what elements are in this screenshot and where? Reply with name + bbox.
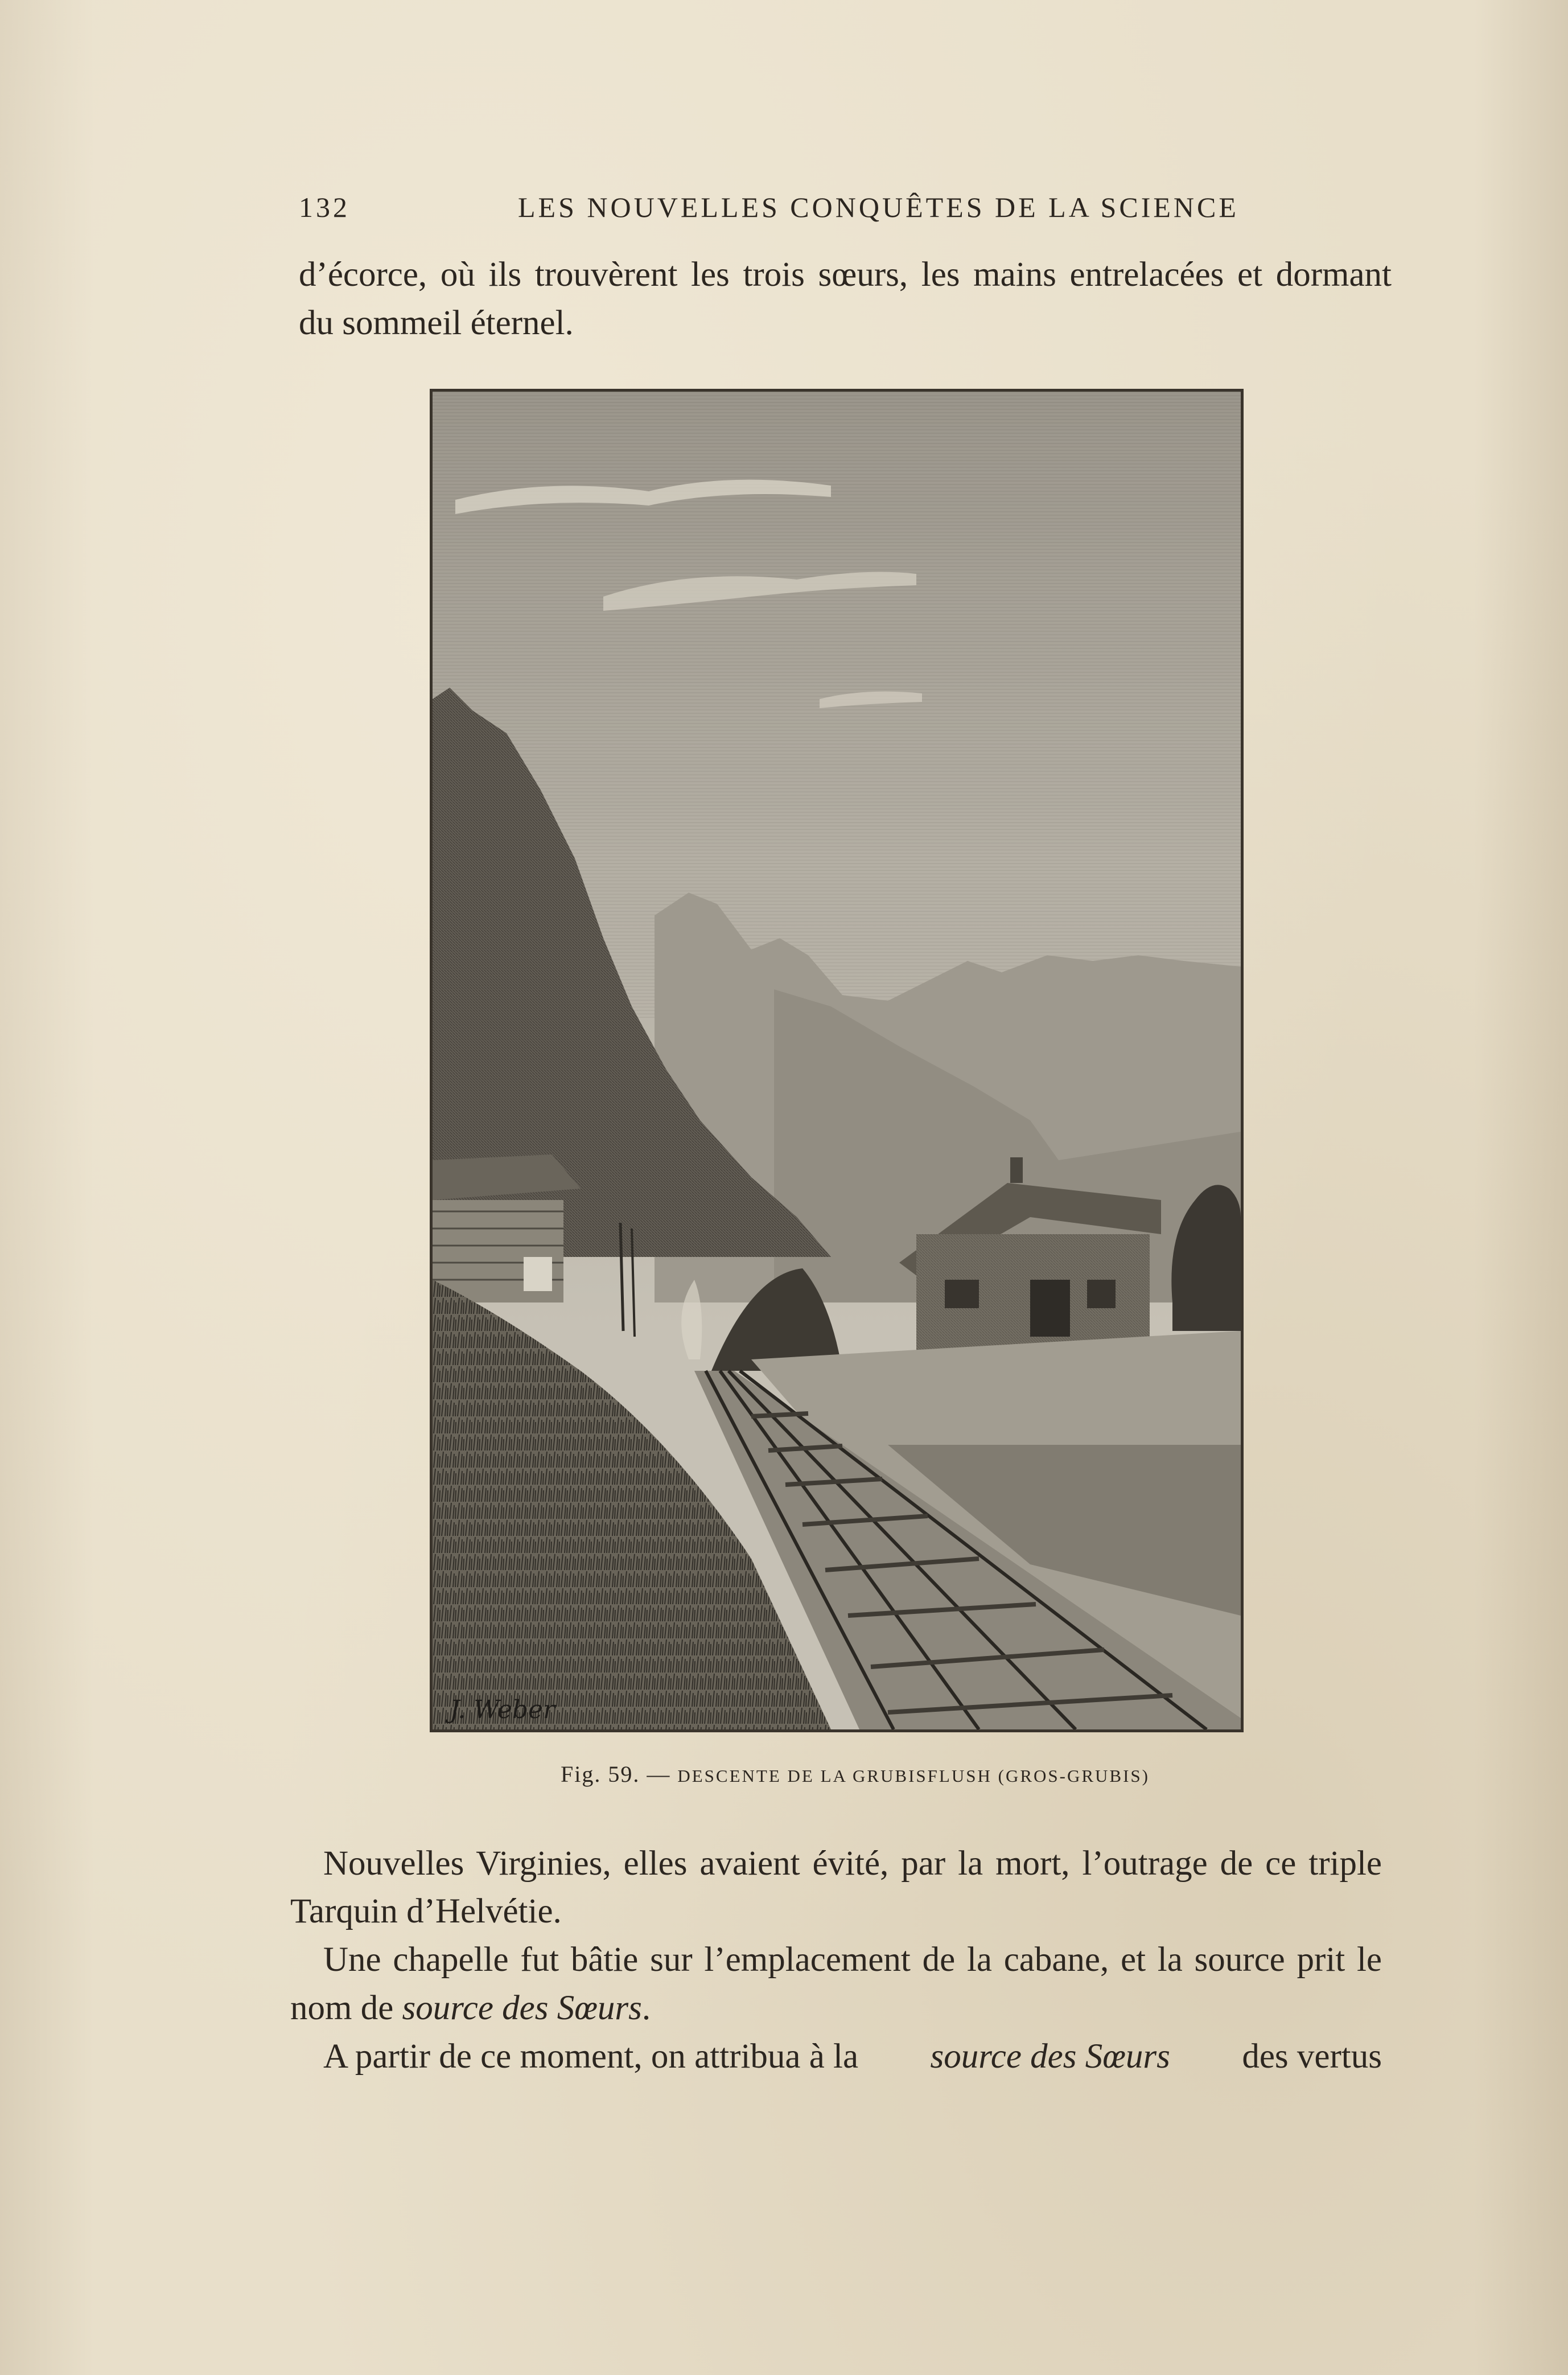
text-run: . xyxy=(641,1989,651,2027)
running-head xyxy=(299,191,1239,231)
paragraph-line: du sommeil éternel. xyxy=(299,304,574,342)
text-run: nom de xyxy=(290,1989,402,2027)
paragraph-line: Une chapelle fut bâtie sur l’emplacement de la cabane, et la source prit le xyxy=(323,1941,1382,1979)
figure-caption-text: DESCENTE DE LA GRUBISFLUSH (GROS-GRUBIS) xyxy=(677,1766,1150,1786)
figure-number: Fig. 59. — xyxy=(561,1761,671,1787)
italic-term: source des Sœurs xyxy=(930,2037,1170,2076)
italic-term: source des Sœurs xyxy=(402,1989,642,2027)
running-title: LES NOUVELLES CONQUÊTES DE LA SCIENCE xyxy=(518,191,1239,223)
paragraph-line xyxy=(290,1991,651,2025)
paragraph-line xyxy=(323,2039,1382,2074)
figure-caption xyxy=(561,1761,1153,1789)
engraver-signature: J. Weber xyxy=(450,1695,555,1724)
wooden-hut xyxy=(433,1154,581,1302)
page-number: 132 xyxy=(299,191,350,223)
text-run: des vertus xyxy=(1233,2037,1382,2076)
paragraph-line: Tarquin d’Helvétie. xyxy=(290,1892,562,1930)
paragraph-line: Nouvelles Virginies, elles avaient évité, par la mort, l’outrage de ce triple xyxy=(323,1844,1382,1883)
engraving-drawing xyxy=(433,392,1241,1729)
engraving-illustration xyxy=(430,389,1244,1732)
text-run: A partir de ce moment, on attribua à la xyxy=(323,2037,867,2076)
paragraph-line: d’écorce, où ils trouvèrent les trois sœurs, les mains entrelacées et dormant xyxy=(299,256,1392,294)
